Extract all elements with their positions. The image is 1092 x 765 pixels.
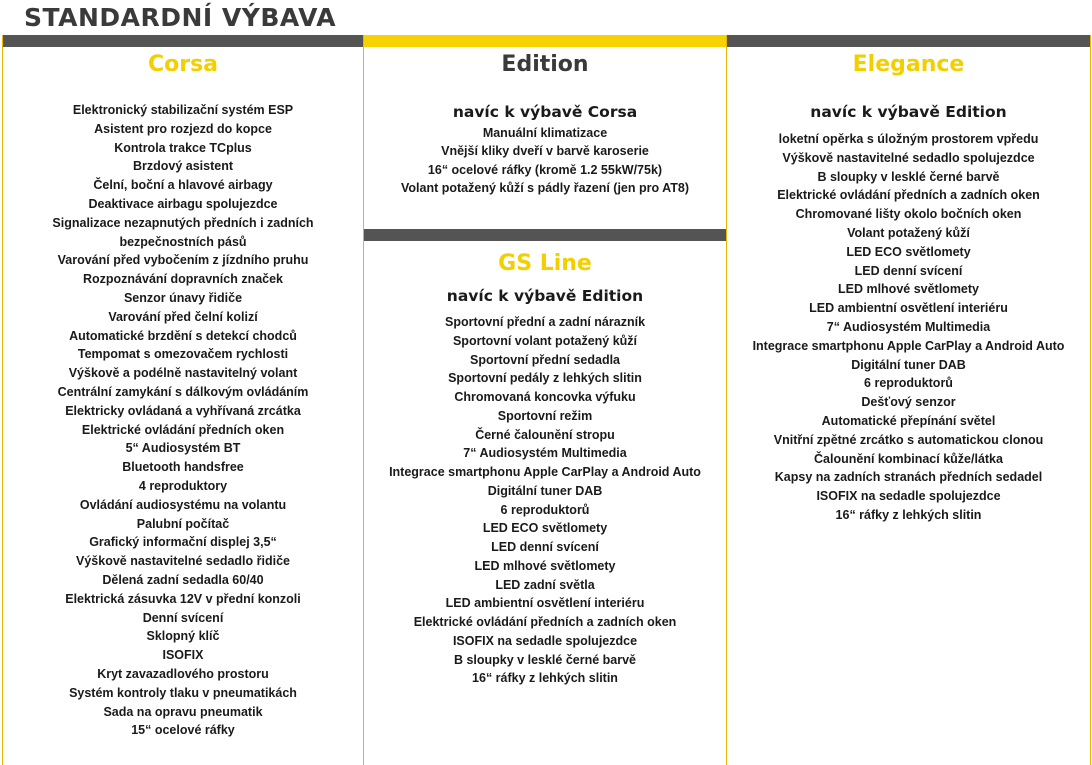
feature-item: Grafický informační displej 3,5“	[89, 535, 277, 550]
feature-item: LED ECO světlomety	[846, 244, 971, 259]
feature-item: Integrace smartphonu Apple CarPlay a Android Auto	[389, 465, 701, 479]
column-title-gsline: GS Line	[498, 251, 592, 276]
gsline-subtitle: navíc k výbavě Edition	[446, 287, 644, 305]
feature-item: Sportovní přední sedadla	[469, 352, 621, 367]
column-corsa	[2, 35, 364, 765]
edition-feature-list	[364, 124, 726, 198]
feature-item: Chromované lišty okolo bočních oken	[795, 207, 1022, 222]
feature-item: LED ECO světlomety	[482, 521, 608, 536]
feature-item: Centrální zamykání s dálkovým ovládáním	[57, 384, 309, 399]
feature-item: Sklopný klíč	[146, 629, 220, 644]
feature-item: Chromovaná koncovka výfuku	[454, 390, 636, 404]
page-title: STANDARDNÍ VÝBAVA	[24, 3, 337, 32]
feature-item: Výškově a podélně nastavitelný volant	[68, 366, 298, 381]
feature-item: Čalounění kombinací kůže/látka	[814, 451, 1003, 466]
feature-item: Asistent pro rozjezd do kopce	[94, 121, 272, 136]
feature-item: Palubní počítač	[136, 516, 230, 531]
feature-item: ISOFIX na sedadle spolujezdce	[452, 633, 638, 648]
feature-item: Elektrická zásuvka 12V v přední konzoli	[65, 591, 301, 606]
feature-item: B sloupky v lesklé černé barvě	[453, 652, 637, 667]
feature-item: Sportovní přední a zadní nárazník	[444, 315, 646, 329]
feature-item: Elektronický stabilizační systém ESP	[72, 103, 294, 117]
feature-item: Vnější kliky dveří v barvě karoserie	[441, 144, 649, 159]
feature-item: LED ambientní osvětlení interiéru	[809, 301, 1008, 316]
feature-item: Kapsy na zadních stranách předních sedadel	[774, 470, 1043, 485]
feature-item: 6 reproduktorů	[864, 376, 953, 391]
elegance-subtitle: navíc k výbavě Edition	[810, 103, 1007, 121]
feature-item: 16“ ráfky z lehkých slitin	[472, 671, 618, 686]
column-header-bar	[3, 35, 363, 47]
feature-item: 16“ ráfky z lehkých slitin	[835, 507, 982, 522]
feature-item: LED mlhové světlomety	[837, 282, 979, 297]
feature-item: Bluetooth handsfree	[122, 460, 244, 475]
feature-item: B sloupky v lesklé černé barvě	[817, 169, 1000, 184]
feature-item: LED denní svícení	[854, 263, 963, 278]
feature-item: Sportovní volant potažený kůží	[452, 333, 638, 348]
feature-item: Černé čalounění stropu	[475, 427, 615, 442]
feature-item: Elektrické ovládání předních a zadních oken	[777, 188, 1040, 203]
feature-item: Elektrické ovládání předních a zadních oken	[413, 615, 677, 629]
feature-item: Manuální klimatizace	[482, 126, 608, 140]
feature-item: Sportovní režim	[497, 408, 593, 423]
feature-item: Výškově nastavitelné sedadlo řidiče	[76, 554, 290, 569]
feature-item: Tempomat s omezovačem rychlosti	[77, 347, 289, 362]
column-title-edition: Edition	[501, 52, 589, 77]
feature-item: Automatické brzdění s detekcí chodců	[69, 328, 297, 343]
feature-item: Denní svícení	[142, 610, 224, 625]
feature-item: 6 reproduktorů	[500, 502, 590, 517]
feature-item: Výškově nastavitelné sedadlo spolujezdce	[782, 150, 1035, 165]
column-edition-gsline	[364, 35, 727, 765]
feature-item: Automatické přepínání světel	[821, 413, 996, 428]
feature-item: Signalizace nezapnutých předních i zadních	[52, 215, 314, 230]
feature-item: Kryt zavazadlového prostoru	[97, 666, 269, 681]
feature-item: Volant potažený kůží	[847, 225, 970, 240]
feature-item: 7“ Audiosystém Multimedia	[463, 446, 627, 461]
column-title-corsa: Corsa	[147, 52, 219, 77]
column-header-bar	[727, 35, 1090, 47]
feature-item: ISOFIX na sedadle spolujezdce	[816, 489, 1001, 504]
column-elegance	[727, 35, 1091, 765]
feature-item: Dělená zadní sedadla 60/40	[102, 572, 264, 587]
feature-item: Digitální tuner DAB	[851, 357, 966, 372]
feature-item: Systém kontroly tlaku v pneumatikách	[69, 685, 297, 700]
feature-item: Brzdový asistent	[132, 159, 234, 174]
feature-item: Varování před vybočením z jízdního pruhu	[57, 253, 309, 268]
feature-item: bezpečnostních pásů	[119, 234, 247, 249]
feature-item: Dešťový senzor	[861, 395, 956, 410]
section-divider-bar	[364, 229, 726, 241]
feature-item: Ovládání audiosystému na volantu	[79, 497, 287, 512]
feature-item: Varování před čelní kolizí	[108, 309, 258, 324]
elegance-feature-list	[727, 130, 1090, 525]
feature-item: Sada na opravu pneumatik	[103, 704, 263, 719]
column-title-elegance: Elegance	[852, 52, 965, 77]
edition-subtitle: navíc k výbavě Corsa	[452, 103, 638, 121]
feature-item: Čelní, boční a hlavové airbagy	[93, 178, 273, 193]
feature-item: Senzor únavy řidiče	[123, 290, 243, 305]
feature-item: Digitální tuner DAB	[487, 483, 603, 498]
feature-item: Sportovní pedály z lehkých slitin	[448, 371, 642, 386]
feature-item: LED denní svícení	[491, 540, 599, 554]
feature-item: Integrace smartphonu Apple CarPlay a Android Auto	[752, 338, 1065, 353]
feature-item: Elektrické ovládání předních oken	[81, 422, 285, 437]
feature-item: LED mlhové světlomety	[474, 558, 616, 573]
feature-item: LED ambientní osvětlení interiéru	[445, 596, 645, 611]
gsline-feature-list	[364, 313, 726, 688]
feature-item: Rozpoznávání dopravních značek	[82, 272, 284, 287]
feature-item: Deaktivace airbagu spolujezdce	[88, 196, 278, 211]
column-header-bar	[364, 35, 726, 47]
feature-item: ISOFIX	[162, 648, 204, 663]
corsa-feature-list	[3, 101, 363, 740]
feature-item: 5“ Audiosystém BT	[125, 441, 241, 456]
feature-item: Kontrola trakce TCplus	[114, 140, 252, 155]
feature-item: Elektricky ovládaná a vyhřívaná zrcátka	[65, 403, 301, 418]
feature-item: loketní opěrka s úložným prostorem vpředu	[778, 132, 1039, 146]
feature-item: LED zadní světla	[495, 577, 595, 592]
feature-item: Volant potažený kůží s pádly řazení (jen pro AT8)	[400, 181, 689, 196]
feature-item: 7“ Audiosystém Multimedia	[826, 319, 991, 334]
feature-item: 16“ ocelové ráfky (kromě 1.2 55kW/75k)	[427, 162, 663, 177]
feature-item: 4 reproduktory	[138, 478, 228, 493]
feature-item: Vnitřní zpětné zrcátko s automatickou clonou	[773, 432, 1044, 447]
feature-item: 15“ ocelové ráfky	[131, 723, 235, 738]
